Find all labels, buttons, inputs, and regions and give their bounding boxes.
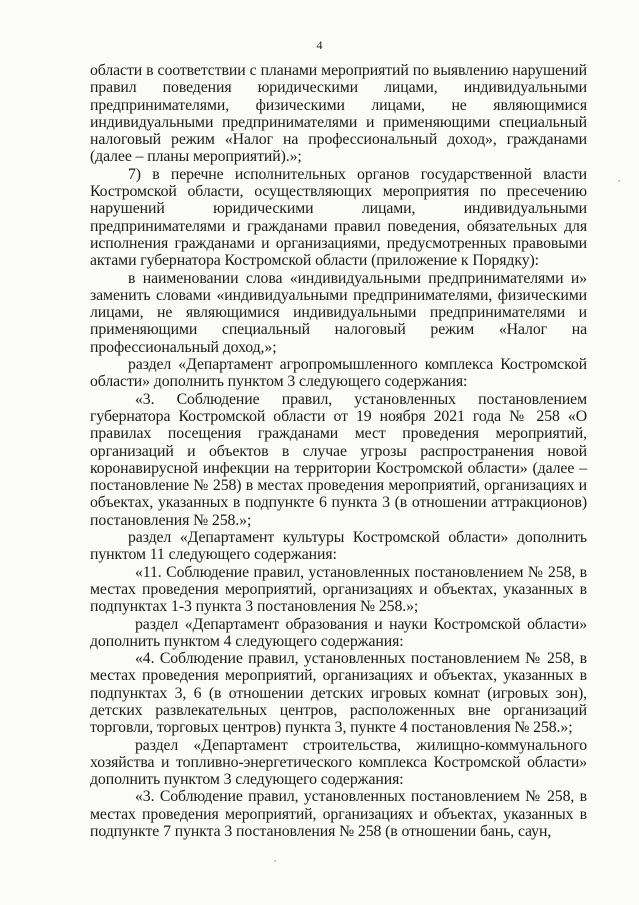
scan-speck (274, 860, 276, 862)
paragraph: «3. Соблюдение правил, установленных постановлением губернатора Костромской области от 19 ноября 2021 года № 258 «О правилах посещения гражданами мест проведения мероприятий, организаций и объектов в случае угрозы распространения новой коронавирусной инфекции на территории Костромской области» (далее – постановление № 258) в местах проведения мероприятий, организациях и объектах, указанных в подпункте 6 пункта 3 (в отношении аттракционов) постановления № 258.»; (90, 390, 587, 529)
paragraph: «3. Соблюдение правил, установленных постановлением № 258, в местах проведения мероприятий, организациях и объектах, указанных в подпункте 7 пункта 3 постановления № 258 (в отношении бань, саун, (90, 788, 587, 841)
paragraph: области в соответствии с планами мероприятий по выявлению нарушений правил поведения юридическими лицами, индивидуальными предпринимателями, физическими лицами, не являющимися индивидуальными предпринимателями и применяющими специальный налоговый режим «Налог на профессиональный доход», гражданами (далее – планы мероприятий).»; (90, 62, 587, 166)
document-body (90, 62, 587, 840)
scan-speck (618, 180, 620, 182)
page-number: 4 (316, 38, 323, 52)
paragraph: в наименовании слова «индивидуальными предпринимателями и» заменить словами «индивидуальными предпринимателями, физическими лицами, не являющимися индивидуальными предпринимателями и применяющими специальный налоговый режим «Налог на профессиональный доход,»; (90, 269, 587, 356)
paragraph: раздел «Департамент агропромышленного комплекса Костромской области» дополнить пунктом 3 следующего содержания: (90, 356, 587, 391)
paragraph: 7) в перечне исполнительных органов государственной власти Костромской области, осуществляющих мероприятия по пресечению нарушений юридическими лицами, индивидуальными предпринимателями и гражданами правил поведения, обязательных для исполнения гражданами и организациями, предусмотренных правовыми актами губернатора Костромской области (приложение к Порядку): (90, 165, 587, 270)
paragraph: раздел «Департамент образования и науки Костромской области» дополнить пунктом 4 следующего содержания: (90, 615, 587, 650)
paragraph: раздел «Департамент культуры Костромской области» дополнить пунктом 11 следующего содержания: (90, 529, 587, 564)
paragraph: «11. Соблюдение правил, установленных постановлением № 258, в местах проведения мероприятий, организациях и объектах, указанных в подпунктах 1-3 пункта 3 постановления № 258.»; (90, 563, 587, 616)
paragraph: «4. Соблюдение правил, установленных постановлением № 258, в местах проведения мероприятий, организациях и объектах, указанных в подпунктах 3, 6 (в отношении детских игровых комнат (игровых зон), детских развлекательных центров, расположенных вне организаций торговли, торговых центров) пункта 3, пункте 4 постановления № 258.»; (90, 650, 587, 737)
paragraph: раздел «Департамент строительства, жилищно-коммунального хозяйства и топливно-энергетического комплекса Костромской области» дополнить пунктом 3 следующего содержания: (90, 736, 587, 789)
